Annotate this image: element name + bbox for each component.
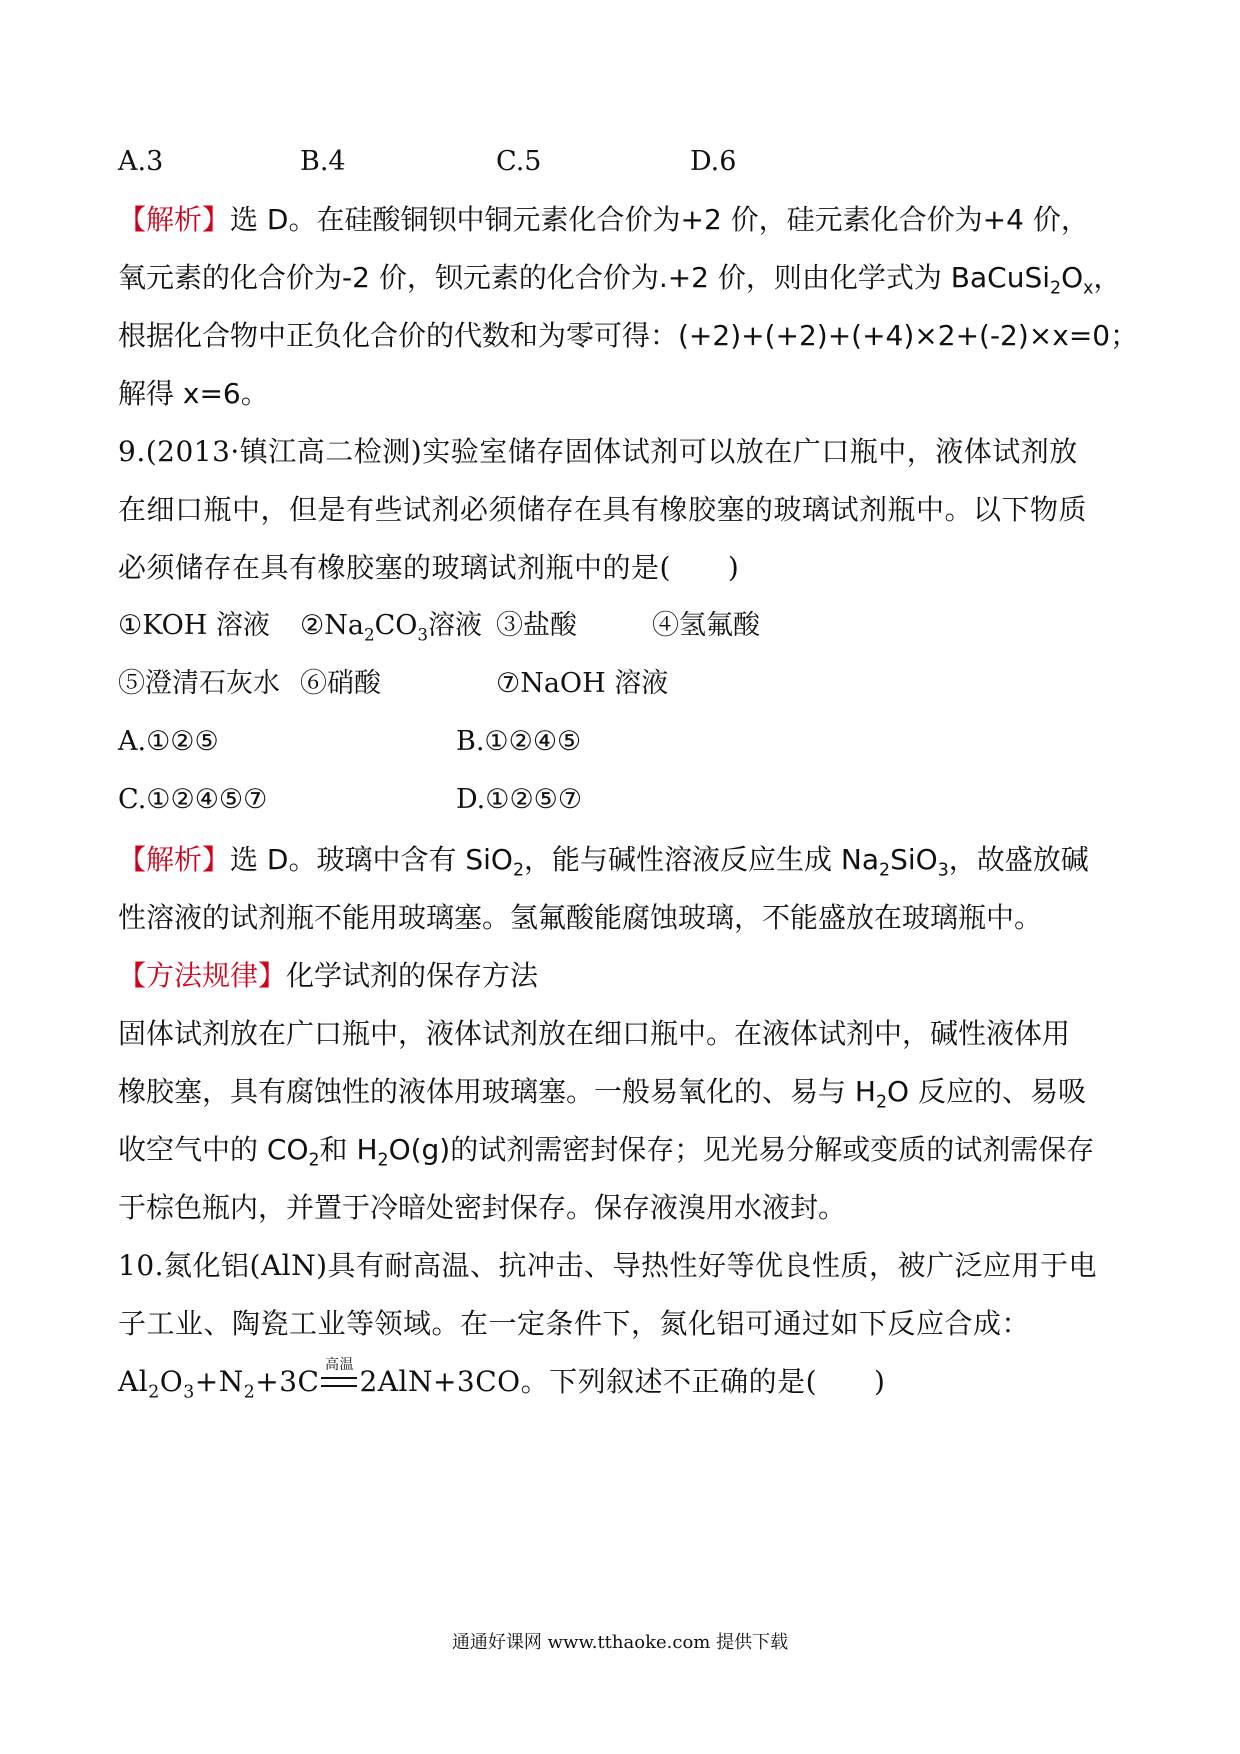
subscript: 2 [1050, 278, 1062, 299]
subscript: 3 [937, 860, 949, 881]
q9-item-2 [300, 606, 482, 646]
eq-n: +N [194, 1365, 244, 1398]
analysis-tag: 【解析】 [118, 203, 231, 236]
subscript: 2 [363, 624, 375, 645]
q9-item-4: ④氢氟酸 [652, 610, 760, 641]
q9-option-d: D.①②⑤⑦ [456, 784, 583, 815]
reaction-condition-sign [319, 1357, 359, 1402]
q10-equation-line [118, 1357, 886, 1403]
q8-analysis-text-2b: O [1061, 261, 1084, 294]
q9-analysis-text-1b: ，能与碱性溶液反应生成 Na [524, 843, 880, 876]
q8-analysis-line-1 [118, 200, 1089, 240]
subscript: x [1083, 278, 1094, 299]
q9-item-2-a: ②Na [300, 610, 364, 641]
subscript: 2 [377, 1150, 389, 1171]
q10-stem-line-2: 子工业、陶瓷工业等领域。在一定条件下，氮化铝可通过如下反应合成： [118, 1307, 1031, 1340]
method-line-1: 固体试剂放在广口瓶中，液体试剂放在细口瓶中。在液体试剂中，碱性液体用 [118, 1017, 1071, 1050]
eq-o: O [159, 1365, 184, 1398]
method-text-3c: O(g)的试剂需密封保存；见光易分解或变质的试剂需保存 [388, 1133, 1095, 1166]
method-heading [118, 956, 538, 996]
eq-products: 2AlN+3CO。下列叙述不正确的是( ) [359, 1365, 886, 1398]
subscript: 2 [308, 1150, 320, 1171]
method-title: 化学试剂的保存方法 [286, 959, 539, 992]
q9-analysis-text-1a: 选 D。玻璃中含有 SiO [230, 843, 513, 876]
q9-analysis-line-2: 性溶液的试剂瓶不能用玻璃塞。氢氟酸能腐蚀玻璃，不能盛放在玻璃瓶中。 [118, 901, 1043, 934]
q9-stem-line-1: 9.(2013·镇江高二检测)实验室储存固体试剂可以放在广口瓶中，液体试剂放 [118, 435, 1078, 468]
subscript: 2 [512, 860, 525, 881]
method-line-4: 于棕色瓶内，并置于冷暗处密封保存。保存液溴用水液封。 [118, 1191, 847, 1224]
q9-analysis-text-1c: SiO [890, 843, 938, 876]
eq-al: Al [118, 1365, 149, 1398]
q9-item-5: ⑤澄清石灰水 [118, 668, 280, 699]
q8-analysis-line-3: 根据化合物中正负化合价的代数和为零可得：(+2)+(+2)+(+4)×2+(-2)×x=0； [118, 319, 1139, 352]
subscript: 3 [183, 1382, 195, 1403]
q9-item-7: ⑦NaOH 溶液 [496, 668, 669, 699]
q9-item-6: ⑥硝酸 [300, 668, 381, 699]
method-line-3 [118, 1130, 1094, 1170]
q9-option-b: B.①②④⑤ [456, 726, 582, 757]
q8-analysis-text-1: 选 D。在硅酸铜钡中铜元素化合价为+2 价，硅元素化合价为+4 价， [230, 203, 1089, 236]
q9-item-2-c: 溶液 [428, 610, 483, 641]
subscript: 2 [148, 1382, 160, 1403]
q8-analysis-text-2a: 氧元素的化合价为-2 价，钡元素的化合价为.+2 价，则由化学式为 BaCuSi [118, 261, 1051, 294]
q8-analysis-text-2c: ， [1093, 261, 1122, 294]
method-text-2a: 橡胶塞，具有腐蚀性的液体用玻璃塞。一般易氧化的、易与 H [118, 1075, 876, 1108]
eq-c: +3C [255, 1365, 320, 1398]
q9-item-3: ③盐酸 [496, 610, 577, 641]
analysis-tag: 【解析】 [118, 843, 231, 876]
q8-option-b: B.4 [300, 146, 346, 177]
reaction-condition-label: 高温 [324, 1357, 354, 1373]
method-text-3a: 收空气中的 CO [118, 1133, 309, 1166]
method-text-2b: O 反应的、易吸 [887, 1075, 1086, 1108]
q9-option-c: C.①②④⑤⑦ [118, 784, 268, 815]
q9-stem-line-3: 必须储存在具有橡胶塞的玻璃试剂瓶中的是( ) [118, 551, 740, 584]
subscript: 2 [243, 1382, 256, 1403]
q9-item-2-b: CO [374, 610, 418, 641]
q8-option-a: A.3 [118, 146, 164, 177]
q8-analysis-line-4: 解得 x=6。 [118, 377, 269, 410]
q10-stem-line-1: 10.氮化铝(AlN)具有耐高温、抗冲击、导热性好等优良性质，被广泛应用于电 [118, 1249, 1098, 1282]
q8-option-d: D.6 [690, 146, 737, 177]
q9-stem-line-2: 在细口瓶中，但是有些试剂必须储存在具有橡胶塞的玻璃试剂瓶中。以下物质 [118, 493, 1088, 526]
method-text-3b: 和 H [319, 1133, 378, 1166]
subscript: 3 [417, 624, 429, 645]
q9-analysis-line-1 [118, 840, 1089, 880]
method-line-2 [118, 1072, 1086, 1112]
method-tag: 【方法规律】 [118, 959, 287, 992]
subscript: 2 [879, 860, 891, 881]
q9-option-a: A.①②⑤ [118, 726, 219, 757]
q9-analysis-text-1d: ，故盛放碱 [948, 843, 1089, 876]
q8-analysis-line-2 [118, 258, 1121, 298]
subscript: 2 [875, 1092, 888, 1113]
equals-sign-icon [321, 1377, 357, 1387]
q9-item-1: ①KOH 溶液 [118, 610, 270, 641]
q8-option-c: C.5 [496, 146, 542, 177]
page-footer: 通通好课网 www.tthaoke.com 提供下载 [451, 1632, 789, 1653]
